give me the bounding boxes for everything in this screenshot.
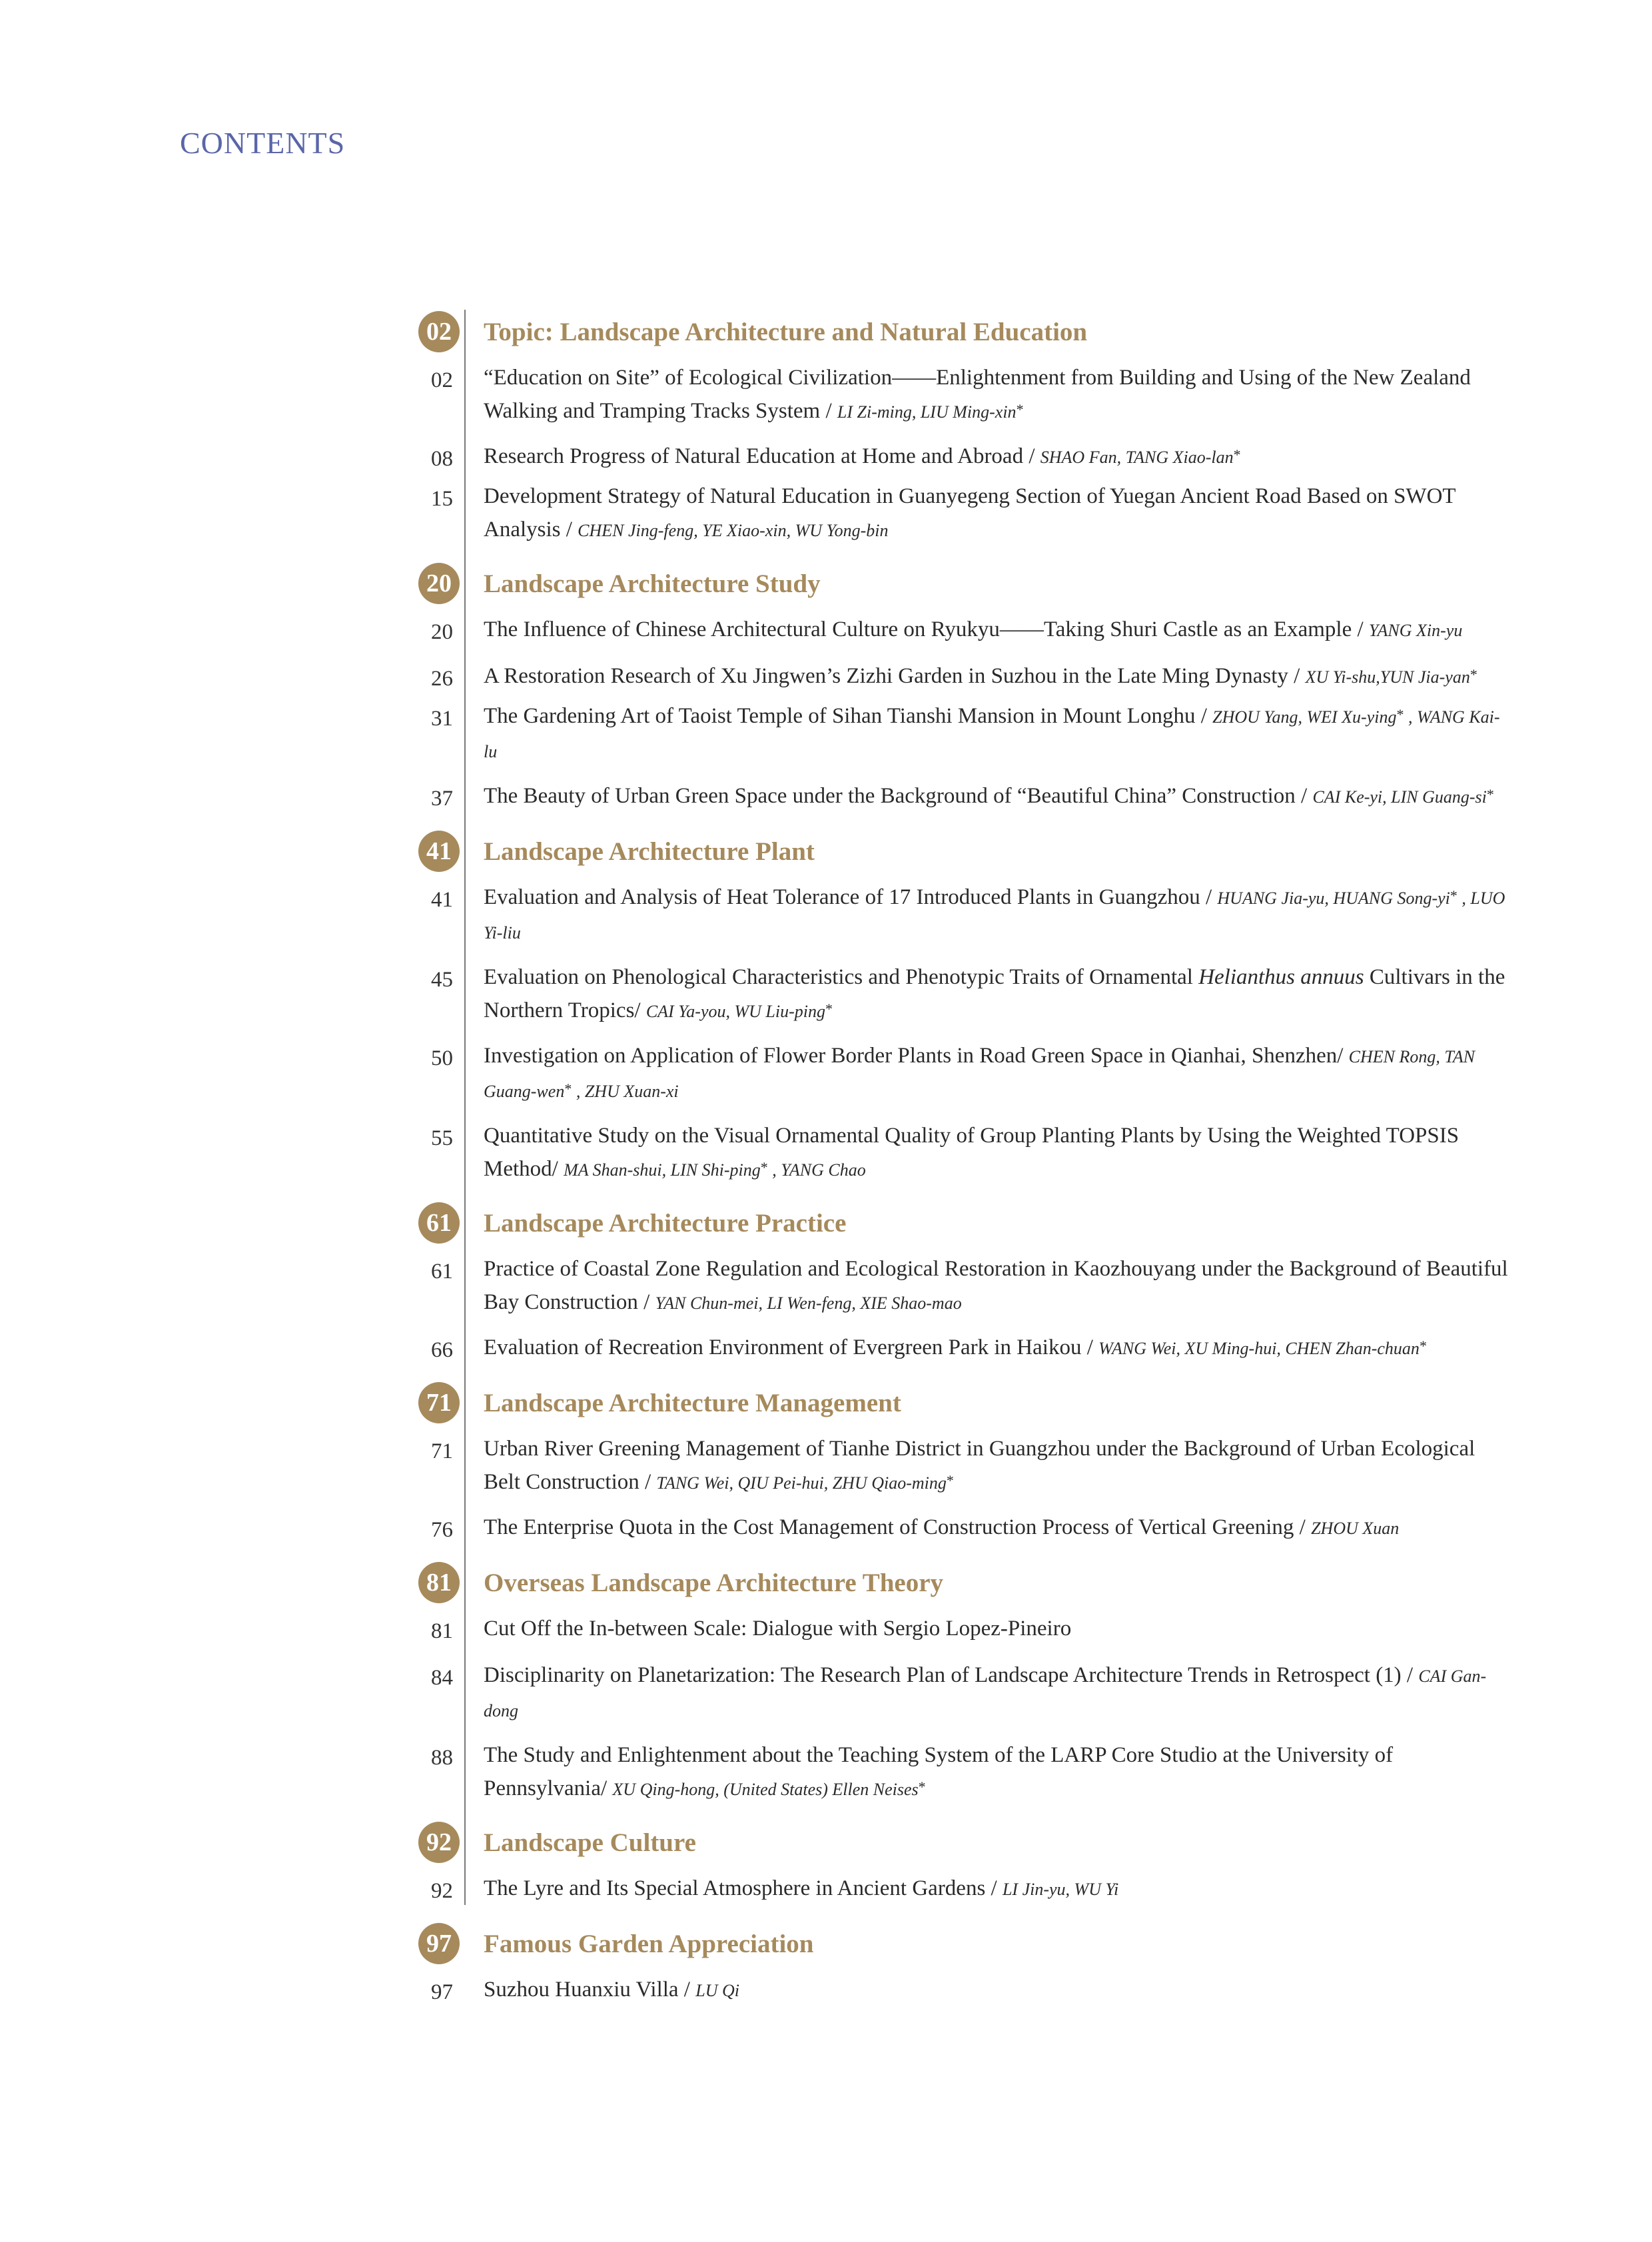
toc-entry[interactable] [373,1252,1519,1320]
entry-title: The Study and Enlightenment about the Teaching System of the LARP Core Studio at the University of Pennsylvania/ [484,1743,1394,1800]
entry-text [484,1872,1513,1906]
entry-page-number: 81 [431,1619,453,1643]
toc-entry[interactable] [373,440,1519,476]
section-title: Landscape Architecture Management [484,1388,901,1417]
entry-authors: XU Yi-shu,YUN Jia-yan [1305,667,1470,687]
entry-title: Suzhou Huanxiu Villa / [484,1978,696,2002]
toc-entry[interactable] [373,1039,1519,1108]
entry-page-number: 41 [431,888,453,912]
entry-title: Urban River Greening Management of Tianhe District in Guangzhou under the Background of Urban Ecological Belt Construction / [484,1437,1475,1494]
entry-title: The Gardening Art of Taoist Temple of Sihan Tianshi Mansion in Mount Longhu / [484,704,1213,728]
contents-heading: CONTENTS [180,126,346,160]
entry-text [484,1039,1513,1108]
toc-section [373,1198,1519,1367]
corresponding-author-mark: * [1486,786,1494,803]
corresponding-author-mark: * [1016,401,1024,418]
entry-page-number: 45 [431,968,453,992]
entry-authors: SHAO Fan, TANG Xiao-lan [1040,448,1234,467]
section-header[interactable] [373,1918,1519,1969]
toc-section [373,1918,1519,2009]
entry-authors: XU Qing-hong, (United States) Ellen Neises [612,1780,919,1799]
entry-title: The Beauty of Urban Green Space under the Background of “Beautiful China” Construction / [484,784,1313,808]
section-page-badge: 97 [418,1923,460,1964]
entry-authors: YAN Chun-mei, LI Wen-feng, XIE Shao-mao [655,1294,962,1313]
entry-title: “Education on Site” of Ecological Civilization——Enlightenment from Building and Using of the New Zealand Walking and Tramping Tracks System / [484,366,1471,423]
entry-text [484,1119,1513,1187]
section-header[interactable] [373,826,1519,877]
entry-authors: CAI Ya-you, WU Liu-ping [645,1002,825,1021]
entry-page-number: 88 [431,1746,453,1770]
entry-title: A Restoration Research of Xu Jingwen’s Zizhi Garden in Suzhou in the Late Ming Dynasty / [484,664,1306,688]
section-header[interactable] [373,1817,1519,1868]
entry-page-number: 97 [431,1980,453,2004]
entry-authors: LI Zi-ming, LIU Ming-xin [837,402,1017,422]
entry-page-number: 37 [431,787,453,811]
entry-authors: CAI Gan-dong [484,1667,1487,1720]
entry-page-number: 55 [431,1126,453,1150]
section-header[interactable] [373,306,1519,357]
entry-title: The Lyre and Its Special Atmosphere in Ancient Gardens / [484,1876,1003,1900]
entry-title: Development Strategy of Natural Education in Guanyegeng Section of Yuegan Ancient Road Based on SWOT Analysis / [484,484,1455,542]
entry-text [484,613,1513,647]
corresponding-author-mark: * [1396,706,1404,723]
toc-section [373,558,1519,815]
entry-page-number: 76 [431,1518,453,1542]
entry-page-number: 02 [431,368,453,392]
toc-entry[interactable] [373,779,1519,815]
corresponding-author-mark: * [564,1080,572,1097]
toc-entry[interactable] [373,699,1519,769]
toc-entry[interactable] [373,659,1519,695]
corresponding-author-mark: * [1419,1337,1427,1354]
section-header[interactable] [373,1377,1519,1428]
entry-title: Evaluation on Phenological Characteristics and Phenotypic Traits of Ornamental [484,965,1199,989]
corresponding-author-mark: * [918,1778,926,1795]
entry-text [484,960,1513,1028]
entry-title: Practice of Coastal Zone Regulation and Ecological Restoration in Kaozhouyang under the Background of Beautiful Bay Construction / [484,1257,1508,1314]
section-header[interactable] [373,558,1519,609]
entry-title: Evaluation and Analysis of Heat Tolerance of 17 Introduced Plants in Guangzhou / [484,885,1218,909]
toc-entry[interactable] [373,361,1519,429]
entry-text [484,1432,1513,1500]
entry-page-number: 84 [431,1666,453,1690]
entry-page-number: 61 [431,1260,453,1284]
entry-authors-continued: , YANG Chao [767,1160,866,1180]
entry-text [484,1511,1513,1545]
entry-authors: HUANG Jia-yu, HUANG Song-yi [1217,889,1450,908]
entry-text [484,1612,1513,1645]
entry-authors-continued: , LUO Yi-liu [484,889,1505,942]
entry-text [484,480,1513,548]
entry-text [484,779,1513,814]
entry-title: Disciplinarity on Planetarization: The Research Plan of Landscape Architecture Trends in Retrospect (1) / [484,1663,1419,1687]
section-page-badge: 71 [418,1382,460,1423]
entry-authors: ZHOU Xuan [1311,1519,1400,1538]
toc-section [373,1377,1519,1547]
entry-authors: CAI Ke-yi, LIN Guang-si [1312,787,1487,807]
section-title: Landscape Culture [484,1828,696,1857]
entry-page-number: 92 [431,1879,453,1903]
toc-entry[interactable] [373,613,1519,649]
entry-page-number: 08 [431,447,453,471]
entry-title: Quantitative Study on the Visual Ornamental Quality of Group Planting Plants by Using the Weighted TOPSIS Method/ [484,1124,1459,1181]
section-page-badge: 92 [418,1822,460,1863]
entry-page-number: 15 [431,487,453,511]
entry-authors: TANG Wei, QIU Pei-hui, ZHU Qiao-ming [656,1473,947,1493]
entry-text [484,881,1513,950]
entry-page-number: 50 [431,1046,453,1070]
section-title: Landscape Architecture Practice [484,1208,847,1238]
entry-authors: WANG Wei, XU Ming-hui, CHEN Zhan-chuan [1098,1339,1420,1358]
toc-entry[interactable] [373,1331,1519,1367]
section-page-badge: 02 [418,311,460,352]
corresponding-author-mark: * [760,1159,768,1176]
section-page-badge: 81 [418,1562,460,1603]
corresponding-author-mark: * [825,1000,833,1017]
entry-title: Research Progress of Natural Education at Home and Abroad / [484,444,1040,468]
entry-authors-continued: , ZHU Xuan-xi [572,1082,679,1101]
section-page-badge: 41 [418,831,460,872]
entry-title-continued: Cultivars in the Northern Tropics/ [484,965,1505,1022]
toc-section [373,1817,1519,1908]
toc-entry[interactable] [373,1511,1519,1547]
corresponding-author-mark: * [946,1472,954,1489]
entry-text [484,659,1513,694]
section-page-badge: 20 [418,563,460,604]
entry-text [484,699,1513,769]
entry-text [484,1973,1513,2008]
entry-text [484,1738,1513,1806]
section-title: Topic: Landscape Architecture and Natural Education [484,317,1088,346]
corresponding-author-mark: * [1233,446,1241,463]
entry-title: The Enterprise Quota in the Cost Management of Construction Process of Vertical Greening / [484,1515,1312,1539]
toc-entry[interactable] [373,1738,1519,1806]
section-title: Famous Garden Appreciation [484,1929,814,1958]
toc-entry[interactable] [373,1659,1519,1728]
toc-entry[interactable] [373,881,1519,950]
entry-text [484,1252,1513,1320]
toc-entry[interactable] [373,1612,1519,1648]
section-header[interactable] [373,1198,1519,1248]
entry-authors: MA Shan-shui, LIN Shi-ping [564,1160,761,1180]
entry-page-number: 66 [431,1338,453,1362]
entry-authors: LI Jin-yu, WU Yi [1002,1880,1119,1899]
toc-entry[interactable] [373,1432,1519,1500]
entry-authors: CHEN Jing-feng, YE Xiao-xin, WU Yong-bin [578,521,889,540]
section-page-badge: 61 [418,1202,460,1244]
entry-title: Evaluation of Recreation Environment of Evergreen Park in Haikou / [484,1335,1099,1359]
toc-section [373,1557,1519,1806]
toc-entry[interactable] [373,960,1519,1028]
entry-authors: LU Qi [695,1981,739,2000]
toc-entry[interactable] [373,1973,1519,2009]
toc-entry[interactable] [373,1119,1519,1187]
entry-title: Cut Off the In-between Scale: Dialogue with Sergio Lopez-Pineiro [484,1617,1072,1641]
entry-page-number: 26 [431,667,453,691]
entry-page-number: 20 [431,620,453,644]
entry-authors: CHEN Rong, TAN Guang-wen [484,1047,1475,1101]
entry-page-number: 71 [431,1439,453,1463]
entry-title-italic: Helianthus annuus [1198,965,1364,989]
section-title: Overseas Landscape Architecture Theory [484,1568,944,1597]
entry-title: Investigation on Application of Flower Border Plants in Road Green Space in Qianhai, Shenzhen/ [484,1044,1349,1068]
entry-text [484,1659,1513,1728]
toc-section [373,826,1519,1187]
entry-authors: YANG Xin-yu [1368,621,1463,640]
entry-text [484,361,1513,429]
corresponding-author-mark: * [1449,887,1457,904]
section-title: Landscape Architecture Plant [484,837,815,866]
entry-title: The Influence of Chinese Architectural Culture on Ryukyu——Taking Shuri Castle as an Example / [484,617,1369,641]
toc-entry[interactable] [373,1872,1519,1908]
table-of-contents [373,306,1519,2009]
section-title: Landscape Architecture Study [484,569,821,598]
entry-page-number: 31 [431,707,453,731]
section-header[interactable] [373,1557,1519,1608]
toc-entry[interactable] [373,480,1519,548]
entry-text [484,440,1513,474]
corresponding-author-mark: * [1469,666,1477,683]
entry-authors-continued: , WANG Kai-lu [484,707,1500,761]
entry-text [484,1331,1513,1365]
entry-authors: ZHOU Yang, WEI Xu-ying [1212,707,1397,727]
toc-section [373,306,1519,548]
